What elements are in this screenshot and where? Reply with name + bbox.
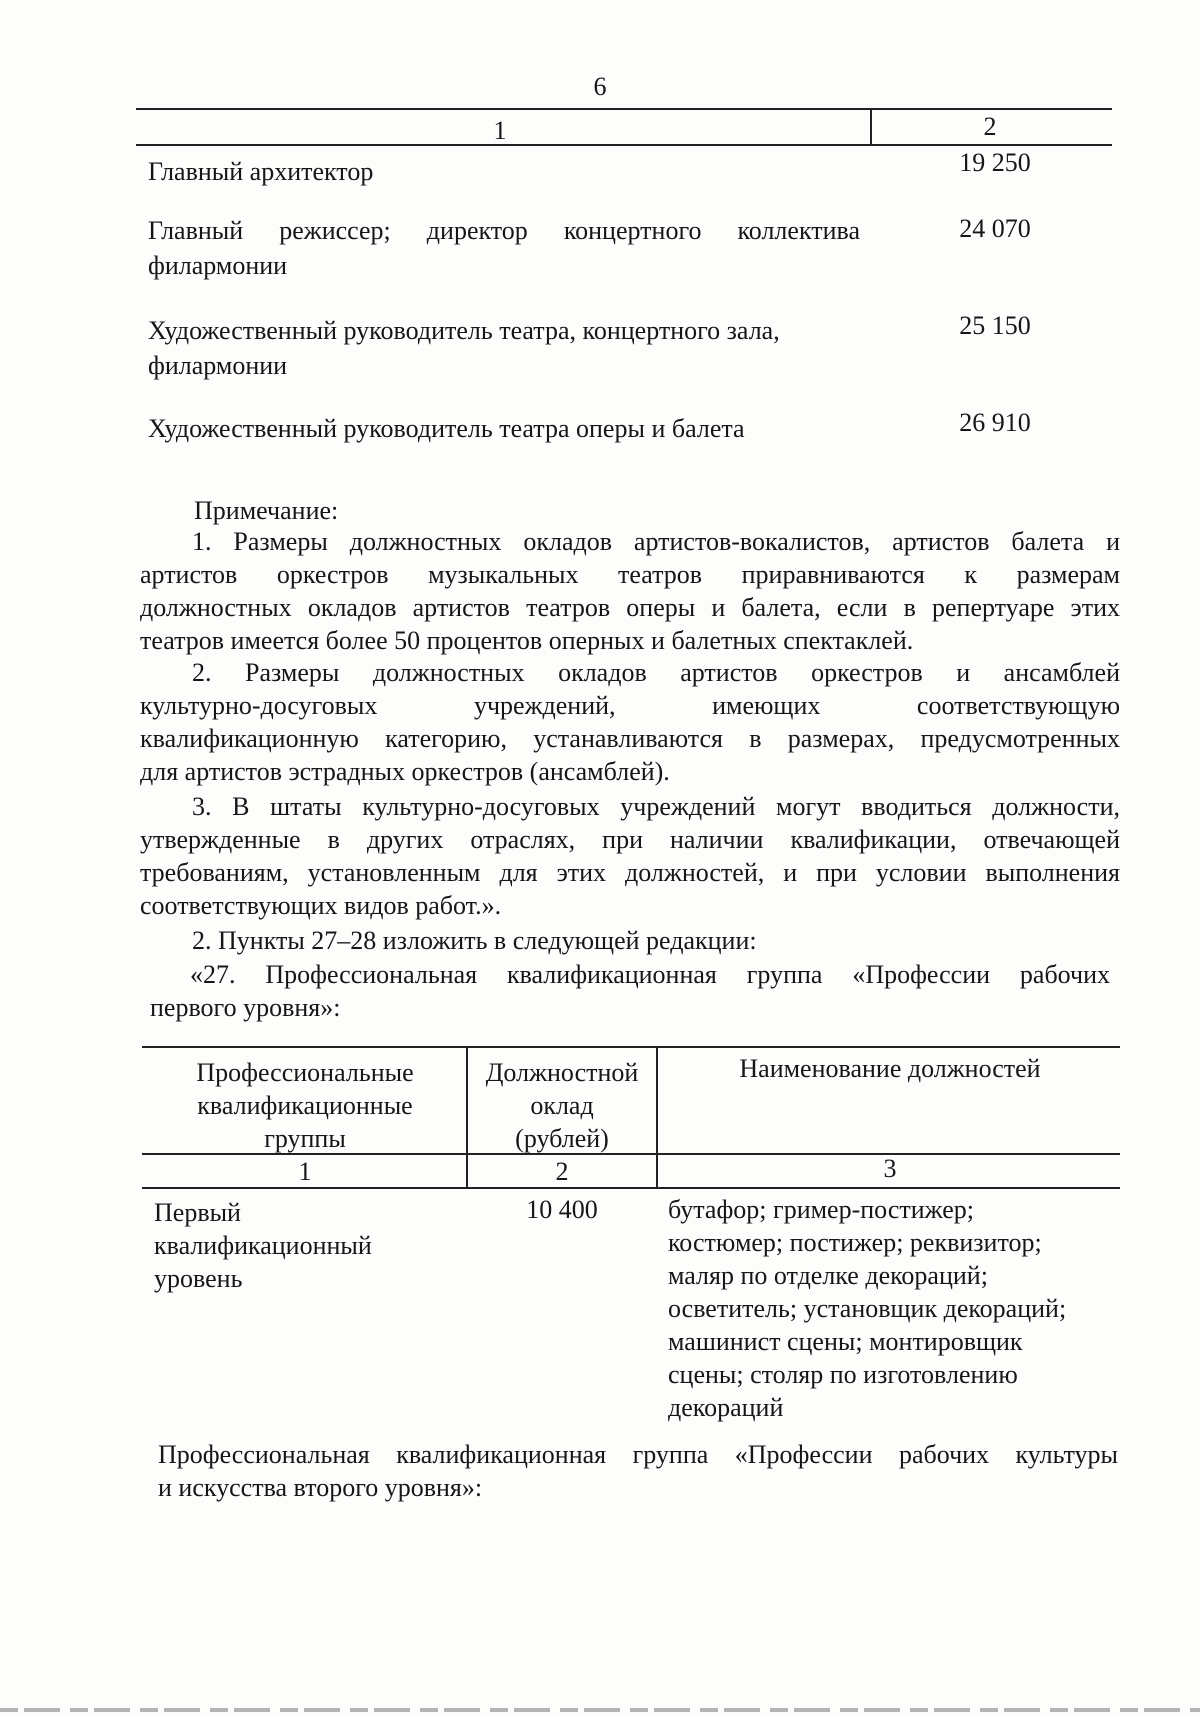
- position-label: Главный режиссер; директор концертного коллектива: [148, 216, 860, 245]
- position-label-cont: филармонии: [148, 351, 288, 380]
- scan-edge-artifact: [0, 1708, 1200, 1712]
- position-line: сцены; столяр по изготовлению: [668, 1360, 1018, 1389]
- salary-value: 24 070: [959, 214, 1031, 243]
- group-salary-value: 10 400: [526, 1195, 598, 1224]
- top-table-col-1-number: 1: [493, 116, 507, 145]
- paragraph-line: «27. Профессиональная квалификационная группа «Профессии рабочих: [190, 960, 1110, 989]
- header-line: оклад: [530, 1091, 594, 1120]
- position-line: маляр по отделке декораций;: [668, 1261, 988, 1290]
- paragraph-line: 2. Размеры должностных окладов артистов оркестров и ансамблей: [192, 658, 1120, 687]
- salary-value: 19 250: [959, 148, 1031, 177]
- note-title: Примечание:: [194, 496, 339, 525]
- header-line: (рублей): [515, 1124, 609, 1153]
- item-27-heading: [150, 958, 1110, 1024]
- col-number-1: 1: [298, 1157, 312, 1186]
- paragraph-line: 3. В штаты культурно-досуговых учреждений могут вводиться должности,: [192, 792, 1120, 821]
- header-salary: [470, 1056, 654, 1155]
- header-line: Должностной: [485, 1058, 639, 1087]
- header-professional-groups: [150, 1056, 460, 1155]
- paragraph-line: должностных окладов артистов театров оперы и балета, если в репертуаре этих: [140, 593, 1120, 622]
- salary-value: 26 910: [959, 408, 1031, 437]
- header-line: Наименование должностей: [739, 1054, 1041, 1083]
- position-label: Главный архитектор: [148, 157, 374, 186]
- table-col-divider-2: [656, 1048, 658, 1187]
- paragraph-line: и искусства второго уровня»:: [158, 1473, 483, 1502]
- paragraph-line: театров имеется более 50 процентов оперных и балетных спектаклей.: [140, 626, 914, 655]
- header-line: квалификационные: [197, 1091, 413, 1120]
- paragraph-line: артистов оркестров музыкальных театров приравниваются к размерам: [140, 560, 1120, 589]
- group-line: уровень: [154, 1264, 243, 1293]
- header-line: группы: [264, 1124, 346, 1153]
- top-table-col-2-number: 2: [983, 112, 997, 141]
- closing-heading: [158, 1438, 1118, 1504]
- paragraph-line: квалификационную категорию, устанавливаются в размерах, предусмотренных: [140, 724, 1120, 753]
- group-line: Первый: [154, 1198, 241, 1227]
- paragraph-line: 1. Размеры должностных окладов артистов-вокалистов, артистов балета и: [192, 527, 1120, 556]
- group-line: квалификационный: [154, 1231, 372, 1260]
- page-number: 6: [593, 72, 607, 101]
- position-label: Художественный руководитель театра, концертного зала,: [148, 316, 780, 345]
- position-label: Художественный руководитель театра оперы и балета: [148, 414, 745, 443]
- note-paragraph-2: [140, 656, 1120, 788]
- position-list: [668, 1193, 1066, 1424]
- position-line: декораций: [668, 1393, 784, 1422]
- header-line: Профессиональные: [196, 1058, 414, 1087]
- col-number-2: 2: [555, 1157, 569, 1186]
- position-line: бутафор; гример-постижер;: [668, 1195, 975, 1224]
- note-paragraph-3: [140, 790, 1120, 922]
- top-table-header-rule: [136, 144, 1112, 146]
- position-label-cont: филармонии: [148, 251, 288, 280]
- paragraph-line: первого уровня»:: [150, 993, 341, 1022]
- paragraph-line: для артистов эстрадных оркестров (ансамблей).: [140, 757, 670, 786]
- paragraph-line: соответствующих видов работ.».: [140, 891, 502, 920]
- salary-value: 25 150: [959, 311, 1031, 340]
- paragraph-line: культурно-досуговых учреждений, имеющих соответствующую: [140, 691, 1120, 720]
- top-table-top-rule: [136, 108, 1112, 110]
- position-line: осветитель; установщик декораций;: [668, 1294, 1067, 1323]
- col-number-3: 3: [883, 1154, 897, 1183]
- note-paragraph-1: [140, 525, 1120, 657]
- paragraph-line: Профессиональная квалификационная группа «Профессии рабочих культуры: [158, 1440, 1118, 1469]
- paragraph-line: требованиям, установленным для этих должностей, и при условии выполнения: [140, 858, 1120, 887]
- amendment-item-2: 2. Пункты 27–28 изложить в следующей редакции:: [192, 926, 757, 955]
- position-line: костюмер; постижер; реквизитор;: [668, 1228, 1042, 1257]
- header-position-names: [662, 1052, 1118, 1085]
- position-line: машинист сцены; монтировщик: [668, 1327, 1023, 1356]
- table-top-rule: [142, 1046, 1120, 1048]
- group-level-label: [154, 1196, 372, 1295]
- table-col-divider-1: [466, 1048, 468, 1187]
- top-table-col-divider: [870, 110, 872, 144]
- paragraph-line: утвержденные в других отраслях, при наличии квалификации, отвечающей: [140, 825, 1120, 854]
